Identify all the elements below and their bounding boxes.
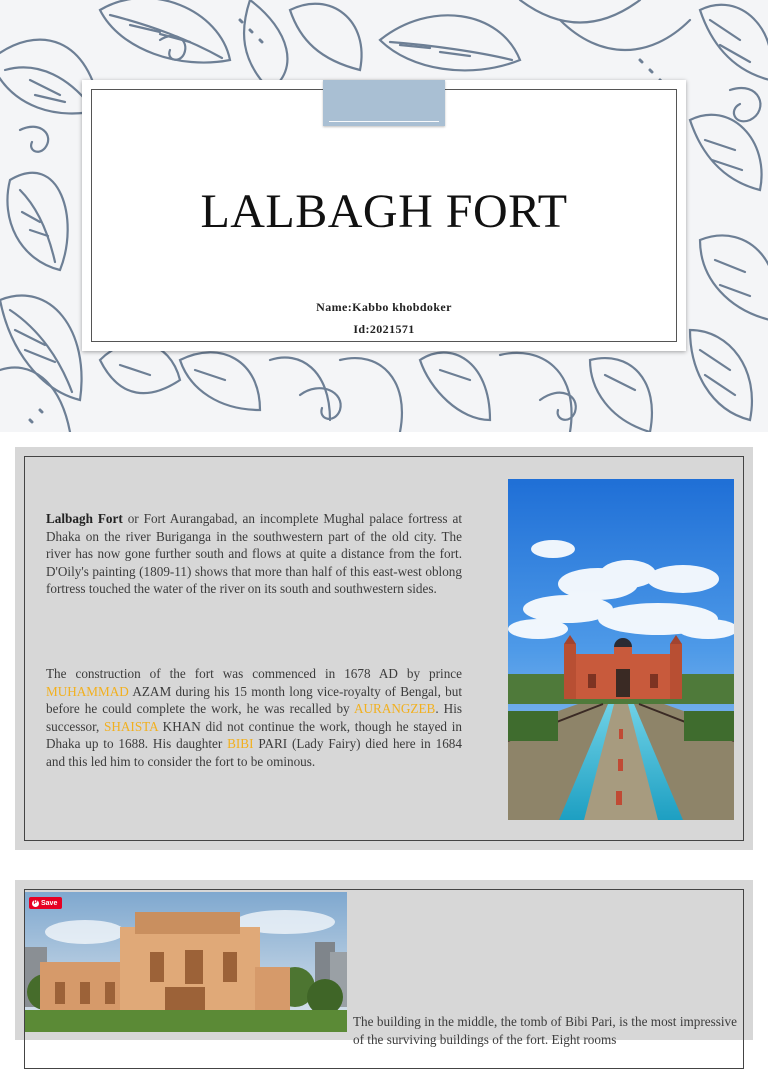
title-tab-decoration	[323, 80, 445, 126]
intro-text: or Fort Aurangabad, an incomplete Mughal palace fortress at Dhaka on the river Buriganga in the southwestern part of the old city. The river has now gone further south and flows at quite a distance from the fort. D'Oily's painting (1809-11) shows that more than half of this east-west oblong fortress touched the water of the river on its south and southwestern sides.	[46, 511, 462, 597]
tab-divider	[329, 121, 439, 122]
author-name: Name:Kabbo khobdoker	[316, 300, 452, 314]
construction-text-2: AZAM during his 15 month long vice-royalty of Bengal, but before he could complete the work, he was recalled by	[46, 683, 462, 717]
tomb-paragraph: The building in the middle, the tomb of Bibi Pari, is the most impressive of the surviving buildings of the fort. Eight rooms	[353, 1014, 737, 1047]
fort-photo	[508, 479, 734, 820]
highlight-bibi: BIBI	[227, 736, 254, 752]
construction-text-3: . His successor,	[46, 701, 462, 734]
construction-text-1: The construction of the fort was commenced in 1678 AD by prince	[46, 666, 462, 682]
construction-paragraph	[46, 665, 462, 770]
history-slide	[15, 447, 753, 850]
highlight-shaista: SHAISTA	[104, 718, 158, 734]
bibi-pari-tomb-illustration	[25, 892, 347, 1032]
title-slide	[0, 0, 768, 432]
save-label: Save	[41, 899, 58, 907]
author-id: Id:2021571	[353, 322, 415, 336]
intro-paragraph	[46, 510, 462, 598]
pinterest-save-button[interactable]	[29, 897, 62, 909]
highlight-muhammad: MUHAMMAD	[46, 683, 129, 699]
tomb-slide	[15, 880, 753, 1047]
fort-name-bold: Lalbagh Fort	[46, 511, 123, 527]
tomb-photo	[25, 892, 347, 1032]
construction-text-4: KHAN did not continue the work, though he stayed in Dhaka up to 1688. His daughter	[46, 718, 462, 752]
slide-title: LALBAGH FORT	[200, 185, 568, 238]
lalbagh-fort-illustration	[508, 479, 734, 820]
construction-text-5: PARI (Lady Fairy) died here in 1684 and this led him to consider the fort to be ominous.	[46, 736, 462, 769]
title-card	[82, 80, 686, 351]
pinterest-icon: P	[33, 899, 38, 906]
highlight-aurangzeb: AURANGZEB	[353, 701, 436, 717]
